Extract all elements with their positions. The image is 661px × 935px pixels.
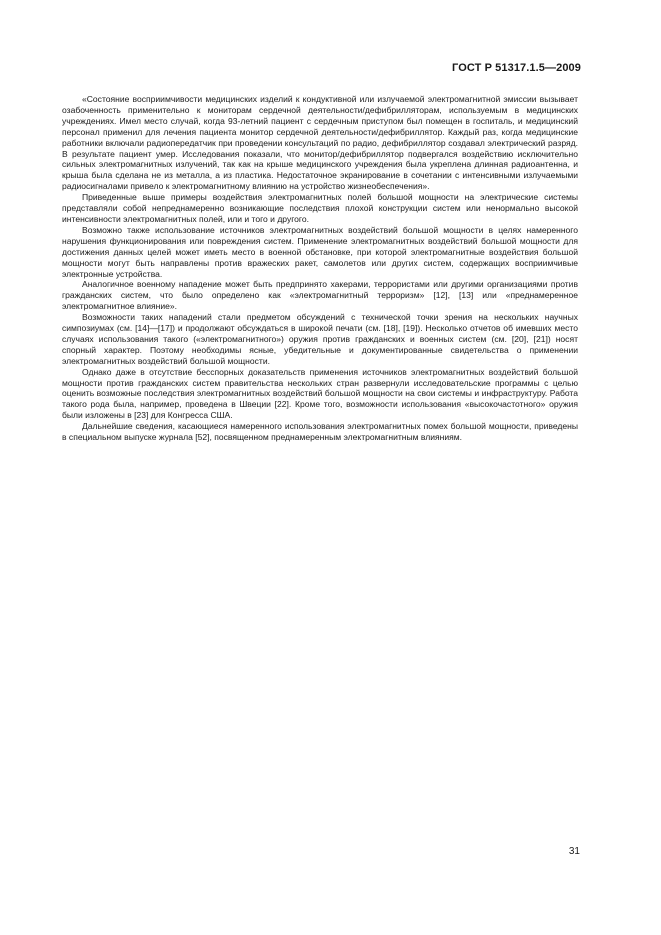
page-number: 31 — [568, 846, 580, 857]
paragraph-patient-incident-quote: «Состояние восприимчивости медицинских изделий к кондуктивной или излучаемой электромагнитной эмиссии вызывает озабоченность применительно к мониторам сердечной деятельности/дефибрилляторам, используемым в медицинских учреждениях. Имел место случай, когда 93-летний пациент с сердечным приступом был помещен в госпиталь, и медицинский персонал применил для лечения пациента монитор сердечной деятельности/дефибриллятор. Каждый раз, когда медицинские работники включали радиопередатчик при проведении консультаций по радио, дефибриллятор создавал электрический разряд. В результате пациент умер. Исследования показали, что монитор/дефибриллятор подвергался воздействию исключительно сильных электромагнитных излучений, так как на крыше медицинского учреждения была укреплена длинная радиоантенна, и крыша была сделана не из металла, а из пластика. Недостаточное экранирование в сочетании с интенсивными излучаемыми радиосигналами привело к электромагнитному влиянию на устройство жизнеобеспечения». — [62, 94, 578, 192]
paragraph-intentional-use: Возможно также использование источников электромагнитных воздействий большой мощности в целях намеренного нарушения функционирования или повреждения систем. Применение электромагнитных воздействий большой мощности для достижения данных целей может иметь место в военной обстановке, при которой электромагнитные воздействия большой мощности могут быть направлены против вражеских ракет, самолетов или других систем, содержащих восприимчивые электронные устройства. — [62, 224, 578, 279]
paragraph-symposia-discussion: Возможности таких нападений стали предметом обсуждений с технической точки зрения на нескольких научных симпозиумах (см. [14]—[17]) и продолжают обсуждаться в широкой печати (см. [18], [19]). Несколько отчетов об имевших место случаях использования такого («электромагнитного») оружия против гражданских и военных систем (см. [20], [21]) носят спорный характер. Поэтому необходимы ясные, убедительные и документированные свидетельства о применении электромагнитных воздействий большой мощности. — [62, 312, 578, 366]
paragraph-research-programs: Однако даже в отсутствие бесспорных доказательств применения источников электромагнитных воздействий большой мощности против гражданских систем правительства нескольких стран развернули исследовательские программы с целью оценить возможные последствия электромагнитных воздействий большой мощности на свои системы и инфраструктуру. Работа такого рода была, например, проведена в Швеции [22]. Кроме того, возможности использования «высокочастотного» оружия были изложены в [23] для Конгресса США. — [62, 366, 578, 421]
body-text — [62, 94, 578, 443]
standard-header: ГОСТ Р 51317.1.5—2009 — [452, 62, 581, 74]
paragraph-further-information: Дальнейшие сведения, касающиеся намеренного использования электромагнитных помех большой мощности, приведены в специальном выпуске журнала [52], посвященном преднамеренным электромагнитным влияниям. — [62, 421, 578, 443]
paragraph-unintended-effects: Приведенные выше примеры воздействия электромагнитных полей большой мощности на электрические системы представляли собой непреднамеренно возникающие последствия плохой конструкции систем или ненормально высокой интенсивности электромагнитных полей, или и того и другого. — [62, 192, 578, 224]
paragraph-electromagnetic-terrorism: Аналогичное военному нападение может быть предпринято хакерами, террористами или другими организациями против гражданских систем, что было определено как «электромагнитный терроризм» [12], [13] или «преднамеренное электромагнитное влияние». — [62, 279, 578, 312]
